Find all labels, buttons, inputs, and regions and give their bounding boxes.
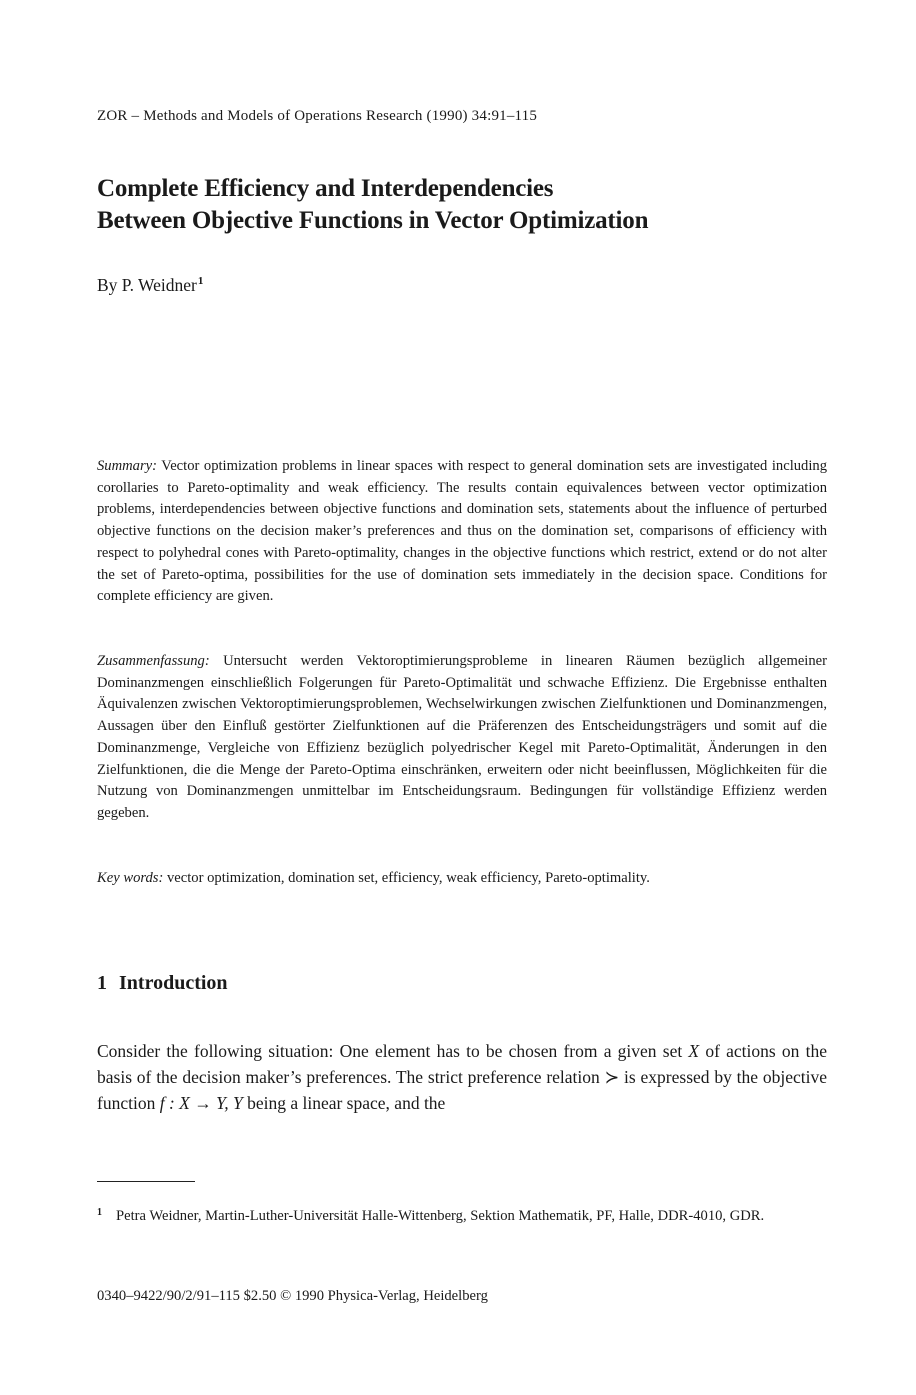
- section-heading: [97, 972, 228, 995]
- footnote-divider: [97, 1181, 195, 1182]
- title-line-1: Complete Efficiency and Interdependencies: [97, 175, 554, 202]
- intro-function-expression: f : X → Y, Y: [159, 1093, 243, 1113]
- section-title: Introduction: [119, 972, 228, 994]
- keywords-label: Key words:: [97, 870, 164, 886]
- title-line-2: Between Objective Functions in Vector Optimization: [97, 207, 649, 234]
- intro-text-part-1: Consider the following situation: One element has to be chosen from a given set: [97, 1041, 689, 1061]
- footnote: [97, 1202, 827, 1227]
- author-line: [97, 275, 203, 296]
- intro-var-x: X: [688, 1041, 700, 1061]
- summary-label: Summary:: [97, 458, 157, 474]
- footnote-mark: 1: [97, 1207, 102, 1218]
- intro-text-part-3: is expressed by the objective function: [97, 1067, 827, 1113]
- intro-text-part-4: being a linear space, and the: [242, 1093, 446, 1113]
- author-footnote-mark: 1: [197, 275, 204, 287]
- preference-symbol: ≻: [604, 1067, 620, 1087]
- summary-text: Vector optimization problems in linear spaces with respect to general domination sets are investigated including corollaries to Pareto-optimality and weak efficiency. The results contain equivalences between vector optimization problems, interdependencies between objective functions and domination sets, statements about the influence of perturbed objective functions on the decision maker’s preferences and thus on the domination set, comparisons of efficiency with respect to polyhedral cones with Pareto-optimality, changes in the objective functions which restrict, extend or do not alter the set of Pareto-optima, possibilities for the use of domination sets immediately in the decision space. Conditions for complete efficiency are given.: [97, 458, 827, 605]
- summary-paragraph: [97, 456, 827, 608]
- copyright-line: 0340–9422/90/2/91–115 $2.50 © 1990 Physica-Verlag, Heidelberg: [97, 1288, 488, 1304]
- intro-paragraph: [97, 1038, 827, 1116]
- journal-header: ZOR – Methods and Models of Operations Research (1990) 34:91–115: [97, 108, 538, 124]
- article-title: [97, 173, 837, 237]
- author-name: By P. Weidner: [97, 275, 197, 295]
- keywords-text: vector optimization, domination set, efficiency, weak efficiency, Pareto-optimality.: [163, 870, 650, 886]
- zusammenfassung-paragraph: [97, 651, 827, 825]
- zusammenfassung-label: Zusammenfassung:: [97, 653, 210, 669]
- zusammenfassung-text: Untersucht werden Vektoroptimierungsprobleme in linearen Räumen bezüglich allgemeiner Dominanzmengen einschließlich Folgerungen für Pareto-Optimalität und schwache Effizienz. Die Ergebnisse enthalten Äquivalenzen zwischen Vektoroptimierungsproblemen, Wechselwirkungen zwischen Zielfunktionen und Dominanzmengen, Aussagen über den Einfluß gestörter Zielfunktionen auf die Präferenzen des Entscheidungsträgers und somit auf die Dominanzmenge, Vergleiche von Effizienz bezüglich polyedrischer Kegel mit Pareto-Optimalität, Änderungen in den Zielfunktionen, die die Menge der Pareto-Optima einschränken, erweitern oder nicht beeinflussen, Möglichkeiten für die Nutzung von Dominanzmengen unmittelbar im Entscheidungsraum. Bedingungen für vollständige Effizienz werden gegeben.: [97, 653, 827, 821]
- section-number: 1: [97, 972, 107, 994]
- intro-text-part-2: of actions on the basis of the decision maker’s preferences. The strict preference relation: [97, 1041, 827, 1087]
- keywords-paragraph: [97, 868, 827, 890]
- footnote-text: Petra Weidner, Martin-Luther-Universität Halle-Wittenberg, Sektion Mathematik, PF, Halle, DDR-4010, GDR.: [116, 1208, 765, 1224]
